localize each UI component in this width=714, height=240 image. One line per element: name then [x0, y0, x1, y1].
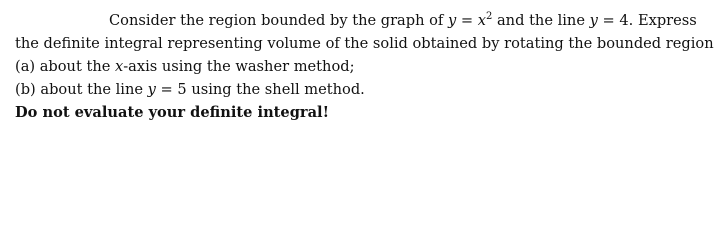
math-variable-y: y [147, 81, 156, 98]
math-variable-y: y [589, 12, 598, 29]
problem-line-2: the definite integral representing volume of the solid obtained by rotating the bounded region [15, 35, 714, 52]
text-segment: = 4. Express [597, 12, 697, 29]
part-a [15, 58, 354, 76]
text-segment: and the line [492, 12, 590, 29]
part-b [15, 81, 365, 99]
text-segment: (b) about the line [15, 81, 148, 98]
problem-line-1 [109, 12, 697, 30]
instruction-warning: Do not evaluate your definite integral! [15, 104, 330, 121]
math-exponent: 2 [485, 11, 493, 22]
text-segment: Consider the region bounded by the graph of [109, 12, 448, 29]
text-segment: = [456, 12, 478, 29]
text-segment: (a) about the [15, 58, 115, 75]
text-segment: -axis using the washer method; [123, 58, 355, 75]
math-variable-x: x [115, 58, 124, 75]
math-variable-y: y [447, 12, 457, 29]
math-variable-x: x [477, 12, 486, 29]
text-segment: = 5 using the shell method. [155, 81, 365, 98]
